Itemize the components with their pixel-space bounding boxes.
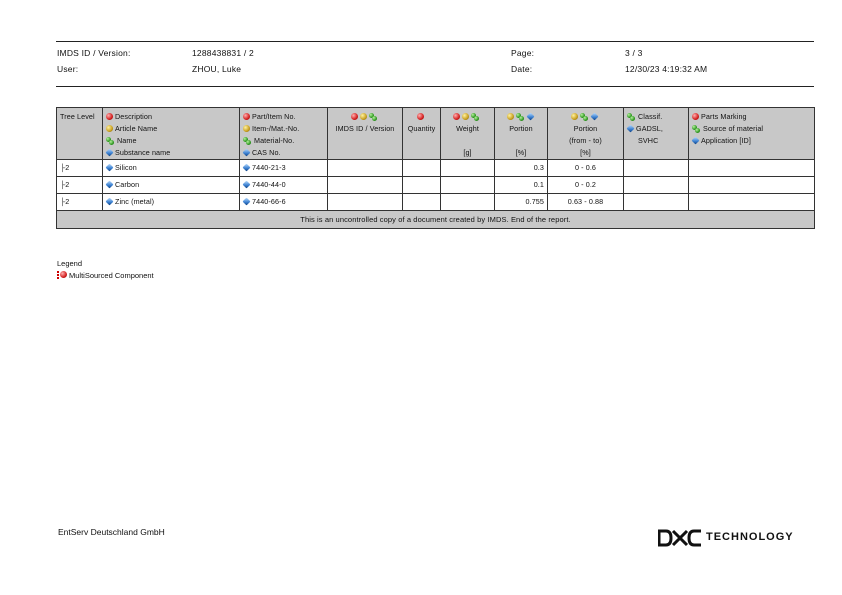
legend-title: Legend — [57, 259, 83, 268]
col-classification — [624, 108, 689, 160]
desc-line-3: Name — [117, 136, 137, 145]
blue-diamond-icon — [591, 113, 599, 121]
substance-name: Zinc (metal) — [115, 197, 155, 206]
report-footer-text: This is an uncontrolled copy of a document created by IMDS. End of the report. — [57, 211, 815, 229]
weight-col-label: Weight — [456, 124, 479, 133]
material-table — [56, 107, 815, 229]
part-line-2: Item-/Mat.-No. — [252, 124, 300, 133]
portion-col-label: Portion — [509, 124, 533, 133]
gold-circle-icon — [106, 125, 113, 132]
date-label: Date: — [511, 64, 533, 74]
col-imds-id — [328, 108, 403, 160]
green-circles-icon — [627, 113, 636, 120]
blue-diamond-icon — [243, 181, 251, 189]
imds-label: IMDS ID / Version: — [57, 48, 131, 58]
desc-line-4: Substance name — [115, 148, 171, 157]
green-circles-icon — [580, 113, 589, 120]
table-row — [57, 177, 815, 194]
qty-cell — [403, 194, 441, 211]
part-line-4: CAS No. — [252, 148, 281, 157]
company-name: EntServ Deutschland GmbH — [58, 527, 165, 537]
gold-circle-icon — [462, 113, 469, 120]
blue-diamond-icon — [106, 164, 114, 172]
imds-cell — [328, 194, 403, 211]
blue-diamond-icon — [243, 164, 251, 172]
portion-cell: 0.3 — [495, 160, 548, 177]
qty-col-label: Quantity — [407, 124, 436, 133]
col-tree-label: Tree Level — [60, 112, 95, 121]
green-circles-icon — [369, 113, 378, 120]
part-line-1: Part/Item No. — [252, 112, 296, 121]
gold-circle-icon — [507, 113, 514, 120]
green-circles-icon — [106, 137, 115, 144]
page-label: Page: — [511, 48, 535, 58]
classif-cell — [624, 177, 689, 194]
classif-line-1: Classif. — [638, 112, 663, 121]
page-value: 3 / 3 — [625, 48, 643, 58]
imds-col-label: IMDS ID / Version — [335, 124, 395, 133]
green-circles-icon — [692, 125, 701, 132]
legend-item — [57, 271, 154, 280]
col-quantity — [403, 108, 441, 160]
red-circle-icon — [243, 113, 250, 120]
cas-cell — [240, 160, 328, 177]
red-circle-icon — [692, 113, 699, 120]
classif-line-3: SVHC — [638, 136, 659, 145]
cas-number: 7440-21-3 — [252, 163, 286, 172]
user-label: User: — [57, 64, 79, 74]
gold-circle-icon — [360, 113, 367, 120]
col-description — [103, 108, 240, 160]
dxc-logo-mark — [658, 529, 702, 547]
marking-line-3: Application [ID] — [701, 136, 751, 145]
logo-text: TECHNOLOGY — [706, 531, 794, 543]
col-weight — [441, 108, 495, 160]
cas-number: 7440-44-0 — [252, 180, 286, 189]
desc-line-2: Article Name — [115, 124, 158, 133]
blue-diamond-icon — [526, 113, 534, 121]
range-col-sub: (from - to) — [569, 136, 602, 145]
blue-diamond-icon — [106, 181, 114, 189]
green-circles-icon — [516, 113, 525, 120]
col-portion-range — [548, 108, 624, 160]
marking-line-2: Source of material — [703, 124, 764, 133]
qty-cell — [403, 160, 441, 177]
col-tree-level — [57, 108, 103, 160]
blue-diamond-icon — [627, 125, 635, 133]
tree-level-cell: ├2 — [57, 194, 103, 211]
desc-line-1: Description — [115, 112, 153, 121]
weight-unit: [g] — [463, 148, 472, 157]
qty-cell — [403, 177, 441, 194]
substance-cell — [103, 194, 240, 211]
table-row — [57, 194, 815, 211]
portion-unit: [%] — [515, 148, 527, 157]
header-bottom-rule — [56, 86, 814, 87]
classif-line-2: GADSL, — [636, 124, 663, 133]
gold-circle-icon — [571, 113, 578, 120]
substance-name: Carbon — [115, 180, 140, 189]
weight-cell — [441, 160, 495, 177]
blue-diamond-icon — [243, 198, 251, 206]
col-part-no — [240, 108, 328, 160]
multisourced-icon — [57, 271, 67, 279]
substance-cell — [103, 160, 240, 177]
imds-cell — [328, 177, 403, 194]
range-unit: [%] — [580, 148, 591, 157]
blue-diamond-icon — [243, 149, 251, 157]
range-cell: 0 - 0.6 — [548, 160, 624, 177]
classif-cell — [624, 194, 689, 211]
marking-line-1: Parts Marking — [701, 112, 747, 121]
substance-cell — [103, 177, 240, 194]
marking-cell — [689, 194, 815, 211]
col-parts-marking — [689, 108, 815, 160]
table-row — [57, 160, 815, 177]
red-circle-icon — [417, 113, 424, 120]
red-circle-icon — [60, 271, 67, 278]
blue-diamond-icon — [692, 137, 700, 145]
tree-level-cell: ├2 — [57, 160, 103, 177]
cas-cell — [240, 194, 328, 211]
green-circles-icon — [471, 113, 480, 120]
green-circles-icon — [243, 137, 252, 144]
classif-cell — [624, 160, 689, 177]
legend-item-label: MultiSourced Component — [69, 271, 154, 280]
red-circle-icon — [453, 113, 460, 120]
red-circle-icon — [106, 113, 113, 120]
portion-cell: 0.755 — [495, 194, 548, 211]
range-col-label: Portion — [573, 124, 598, 133]
top-rule — [56, 41, 814, 42]
date-value: 12/30/23 4:19:32 AM — [625, 64, 708, 74]
user-value: ZHOU, Luke — [192, 64, 242, 74]
weight-cell — [441, 177, 495, 194]
weight-cell — [441, 194, 495, 211]
portion-cell: 0.1 — [495, 177, 548, 194]
cas-number: 7440-66-6 — [252, 197, 286, 206]
blue-diamond-icon — [106, 149, 114, 157]
imds-value: 1288438831 / 2 — [192, 48, 254, 58]
report-footer-row — [57, 211, 815, 229]
range-cell: 0 - 0.2 — [548, 177, 624, 194]
imds-cell — [328, 160, 403, 177]
substance-name: Silicon — [115, 163, 137, 172]
gold-circle-icon — [243, 125, 250, 132]
marking-cell — [689, 177, 815, 194]
col-portion — [495, 108, 548, 160]
red-circle-icon — [351, 113, 358, 120]
marking-cell — [689, 160, 815, 177]
part-line-3: Material-No. — [254, 136, 295, 145]
tree-level-cell: ├2 — [57, 177, 103, 194]
cas-cell — [240, 177, 328, 194]
table-header-row — [57, 108, 815, 160]
blue-diamond-icon — [106, 198, 114, 206]
range-cell: 0.63 - 0.88 — [548, 194, 624, 211]
